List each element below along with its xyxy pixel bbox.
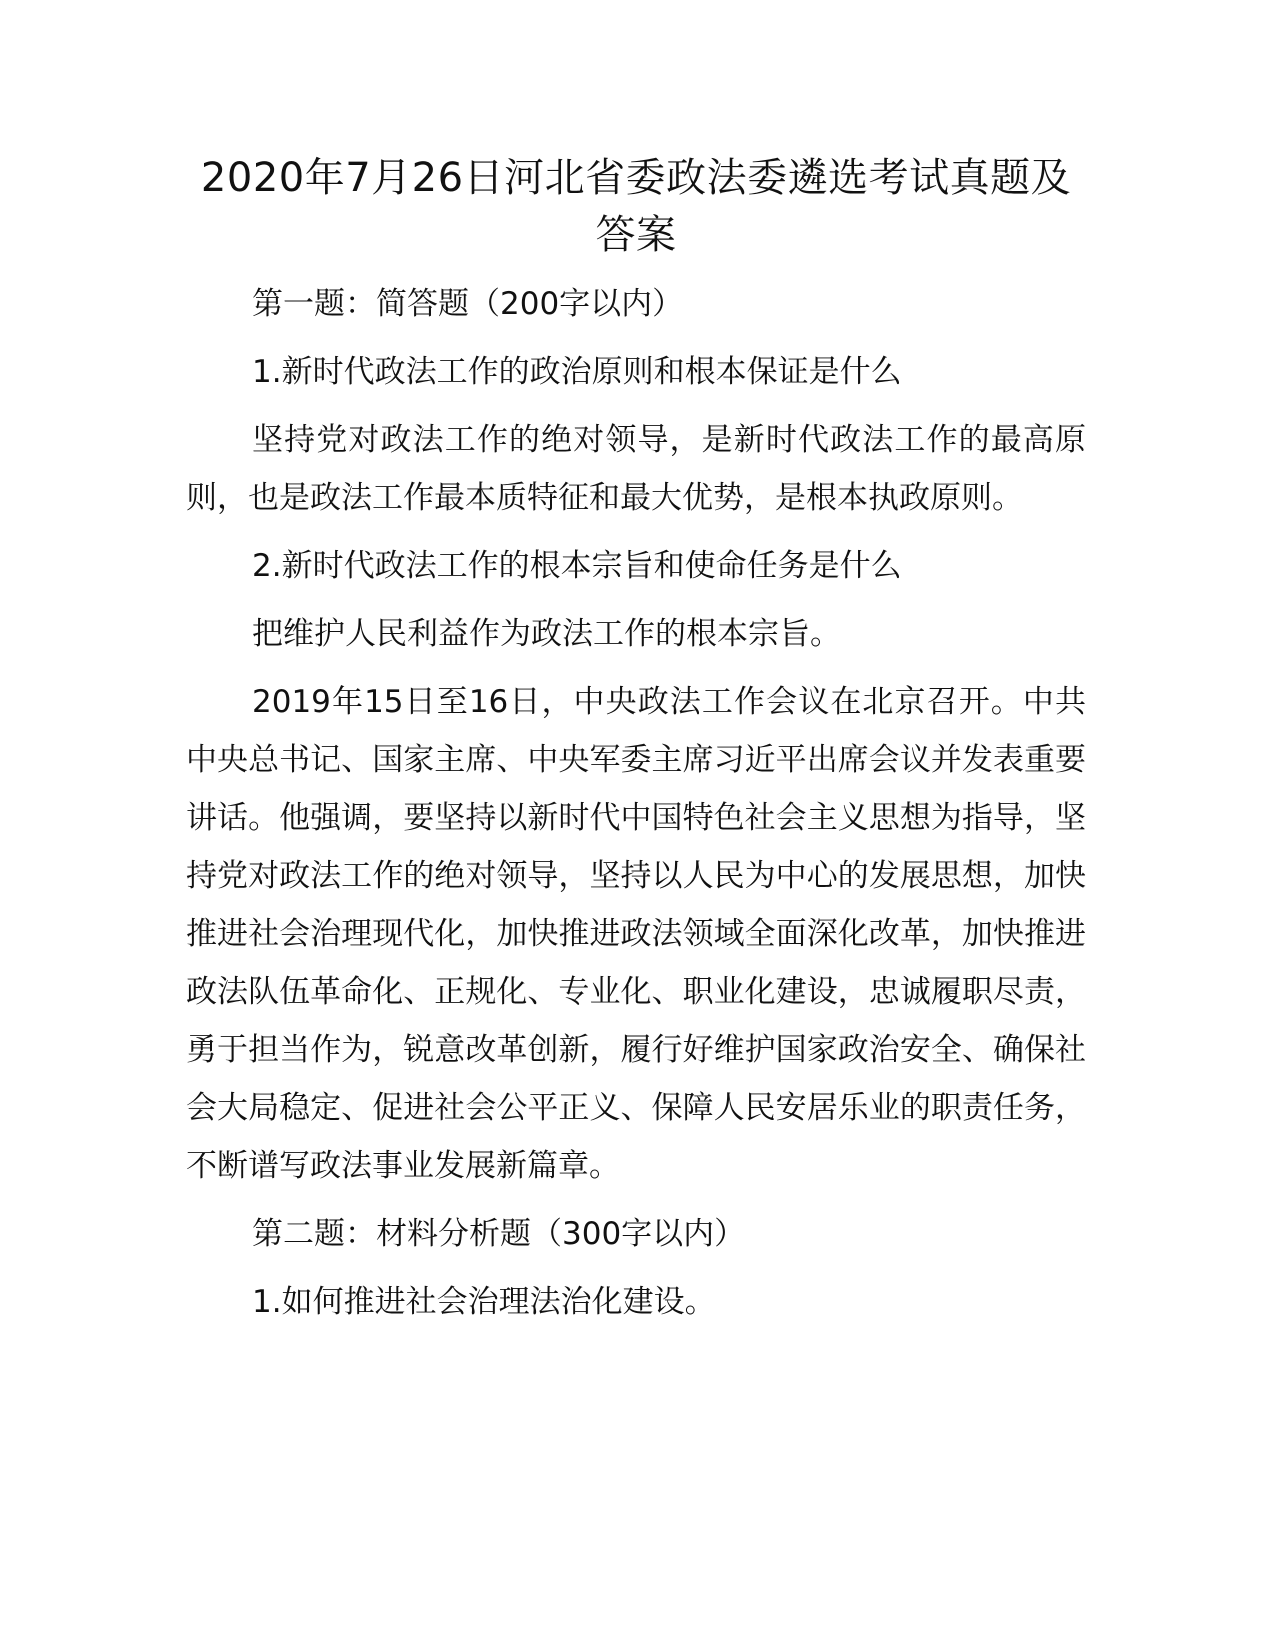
- question-2: 2.新时代政法工作的根本宗旨和使命任务是什么: [252, 548, 902, 584]
- section-heading-2: 第二题：材料分析题（300字以内）: [252, 1216, 746, 1252]
- document-body: [186, 150, 1086, 1331]
- section-heading-1: 第一题：简答题（200字以内）: [252, 286, 684, 322]
- answer-2: 把维护人民利益作为政法工作的根本宗旨。: [252, 616, 841, 652]
- answer-1: 坚持党对政法工作的绝对领导，是新时代政法工作的最高原则，也是政法工作最本质特征和最大优势，是根本执政原则。: [186, 422, 1086, 516]
- question-3: 1.如何推进社会治理法治化建设。: [252, 1284, 716, 1320]
- answer-2-detail: 2019年15日至16日，中央政法工作会议在北京召开。中共中央总书记、国家主席、中央军委主席习近平出席会议并发表重要讲话。他强调，要坚持以新时代中国特色社会主义思想为指导，坚持党对政法工作的绝对领导，坚持以人民为中心的发展思想，加快推进社会治理现代化，加快推进政法领域全面深化改革，加快推进政法队伍革命化、正规化、专业化、职业化建设，忠诚履职尽责，勇于担当作为，锐意改革创新，履行好维护国家政治安全、确保社会大局稳定、促进社会公平正义、保障人民安居乐业的职责任务，不断谱写政法事业发展新篇章。: [186, 684, 1086, 1184]
- question-1: 1.新时代政法工作的政治原则和根本保证是什么: [252, 354, 902, 390]
- document-title: 2020年7月26日河北省委政法委遴选考试真题及答案: [200, 155, 1072, 258]
